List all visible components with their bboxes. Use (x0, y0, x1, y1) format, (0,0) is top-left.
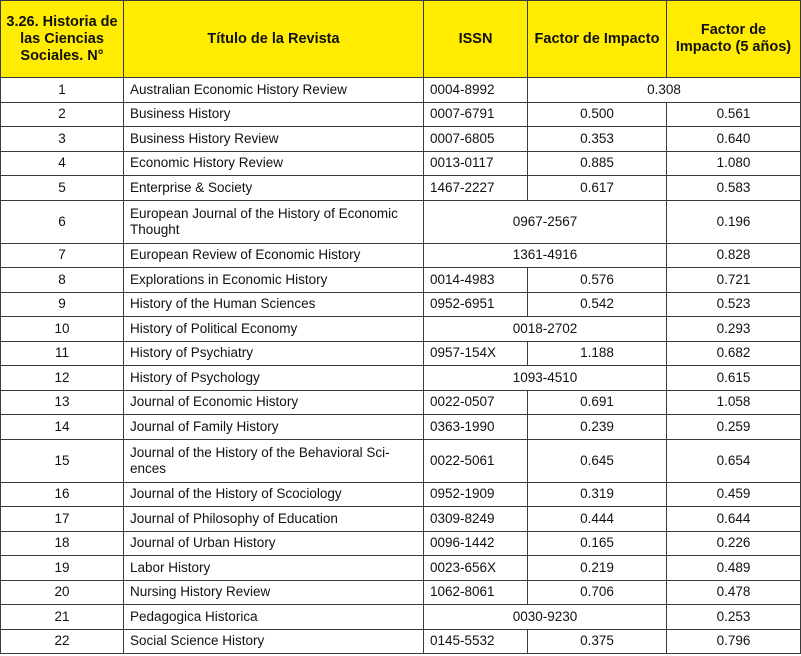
journal-title: Journal of Family History (124, 415, 424, 440)
issn-value: 0145-5532 (424, 629, 528, 654)
issn-merged: 0967-2567 (424, 200, 667, 243)
row-number: 10 (1, 317, 124, 342)
impact-factor-5y: 0.259 (667, 415, 801, 440)
impact-factor: 0.319 (528, 482, 667, 507)
row-number: 6 (1, 200, 124, 243)
journal-title: Enterprise & Society (124, 176, 424, 201)
row-number: 3 (1, 127, 124, 152)
impact-factor: 0.576 (528, 268, 667, 293)
row-number: 13 (1, 390, 124, 415)
issn-merged: 1361-4916 (424, 243, 667, 268)
issn-value: 0952-6951 (424, 292, 528, 317)
table-row (1, 268, 801, 293)
row-number: 19 (1, 556, 124, 581)
issn-value: 0014-4983 (424, 268, 528, 293)
impact-factor-5y: 0.721 (667, 268, 801, 293)
impact-factor-5y: 0.583 (667, 176, 801, 201)
journal-title: History of Psychiatry (124, 341, 424, 366)
table-row (1, 415, 801, 440)
impact-factor-merged: 0.308 (528, 78, 801, 103)
table-row (1, 556, 801, 581)
impact-factor: 0.375 (528, 629, 667, 654)
table-header-row (1, 1, 801, 78)
row-number: 8 (1, 268, 124, 293)
table-row (1, 176, 801, 201)
journal-title: Journal of Philosophy of Education (124, 507, 424, 532)
row-number: 12 (1, 366, 124, 391)
table-row (1, 605, 801, 630)
journal-title: Economic History Review (124, 151, 424, 176)
table-row (1, 200, 801, 243)
row-number: 2 (1, 102, 124, 127)
row-number: 18 (1, 531, 124, 556)
impact-factor-5y-header: Factor de Impacto (5 años) (667, 1, 801, 78)
issn-value: 0004-8992 (424, 78, 528, 103)
journal-title: History of Political Economy (124, 317, 424, 342)
table-row (1, 127, 801, 152)
impact-factor: 0.691 (528, 390, 667, 415)
impact-factor-5y: 0.644 (667, 507, 801, 532)
row-number: 14 (1, 415, 124, 440)
row-number: 5 (1, 176, 124, 201)
table-row (1, 390, 801, 415)
table-row (1, 102, 801, 127)
table-row (1, 151, 801, 176)
impact-factor: 0.645 (528, 439, 667, 482)
issn-value: 0957-154X (424, 341, 528, 366)
table-row (1, 531, 801, 556)
journal-title: Business History Review (124, 127, 424, 152)
journal-title: Australian Economic History Review (124, 78, 424, 103)
impact-factor: 0.444 (528, 507, 667, 532)
impact-factor-5y: 0.478 (667, 580, 801, 605)
impact-factor-5y: 0.682 (667, 341, 801, 366)
impact-factor-5y: 0.226 (667, 531, 801, 556)
impact-factor-5y: 0.796 (667, 629, 801, 654)
impact-factor: 0.885 (528, 151, 667, 176)
issn-value: 0007-6805 (424, 127, 528, 152)
impact-factor-5y: 0.293 (667, 317, 801, 342)
journal-title: Social Science History (124, 629, 424, 654)
journal-title: History of the Human Sciences (124, 292, 424, 317)
row-number: 4 (1, 151, 124, 176)
table-row (1, 243, 801, 268)
impact-factor: 0.353 (528, 127, 667, 152)
impact-factor-5y: 0.459 (667, 482, 801, 507)
journal-title: History of Psychology (124, 366, 424, 391)
impact-factor: 1.188 (528, 341, 667, 366)
row-number: 20 (1, 580, 124, 605)
impact-factor-5y: 0.828 (667, 243, 801, 268)
journal-title: Explorations in Economic History (124, 268, 424, 293)
table-row (1, 580, 801, 605)
issn-value: 0952-1909 (424, 482, 528, 507)
row-number: 17 (1, 507, 124, 532)
table-row (1, 482, 801, 507)
impact-factor-5y: 1.080 (667, 151, 801, 176)
journal-title: Business History (124, 102, 424, 127)
row-number: 11 (1, 341, 124, 366)
row-number: 15 (1, 439, 124, 482)
row-number: 22 (1, 629, 124, 654)
row-number: 9 (1, 292, 124, 317)
table-row (1, 78, 801, 103)
impact-factor-5y: 0.640 (667, 127, 801, 152)
journal-title: Journal of the History of Scociology (124, 482, 424, 507)
impact-factor-5y: 0.253 (667, 605, 801, 630)
issn-merged: 1093-4510 (424, 366, 667, 391)
journal-title: Labor History (124, 556, 424, 581)
journal-title: Journal of Economic History (124, 390, 424, 415)
impact-factor: 0.542 (528, 292, 667, 317)
table-row (1, 629, 801, 654)
impact-factor-5y: 0.196 (667, 200, 801, 243)
table-row (1, 341, 801, 366)
issn-header: ISSN (424, 1, 528, 78)
journal-title-header: Título de la Revista (124, 1, 424, 78)
impact-factor-5y: 0.615 (667, 366, 801, 391)
row-number: 16 (1, 482, 124, 507)
journal-title: Nursing History Review (124, 580, 424, 605)
issn-value: 1062-8061 (424, 580, 528, 605)
issn-value: 0363-1990 (424, 415, 528, 440)
row-number: 1 (1, 78, 124, 103)
table-row (1, 317, 801, 342)
row-number: 7 (1, 243, 124, 268)
impact-factor-header: Factor de Impacto (528, 1, 667, 78)
table-row (1, 439, 801, 482)
table-row (1, 366, 801, 391)
issn-merged: 0018-2702 (424, 317, 667, 342)
row-number: 21 (1, 605, 124, 630)
impact-factor-5y: 0.523 (667, 292, 801, 317)
issn-value: 0023-656X (424, 556, 528, 581)
journal-title: Pedagogica Historica (124, 605, 424, 630)
impact-factor: 0.239 (528, 415, 667, 440)
issn-value: 0096-1442 (424, 531, 528, 556)
impact-factor: 0.165 (528, 531, 667, 556)
issn-merged: 0030-9230 (424, 605, 667, 630)
impact-factor-5y: 0.489 (667, 556, 801, 581)
impact-factor: 0.617 (528, 176, 667, 201)
table-row (1, 292, 801, 317)
table-row (1, 507, 801, 532)
impact-factor: 0.219 (528, 556, 667, 581)
journal-title: Journal of the History of the Behavioral Sci-ences (124, 439, 424, 482)
issn-value: 1467-2227 (424, 176, 528, 201)
issn-value: 0007-6791 (424, 102, 528, 127)
impact-factor-5y: 0.561 (667, 102, 801, 127)
issn-value: 0013-0117 (424, 151, 528, 176)
impact-factor-5y: 1.058 (667, 390, 801, 415)
impact-factor: 0.706 (528, 580, 667, 605)
journal-title: European Journal of the History of Economic Thought (124, 200, 424, 243)
section-number-header: 3.26. Historia de las Ciencias Sociales. N° (1, 1, 124, 78)
journal-title: Journal of Urban History (124, 531, 424, 556)
impact-factor-5y: 0.654 (667, 439, 801, 482)
issn-value: 0309-8249 (424, 507, 528, 532)
journal-title: European Review of Economic History (124, 243, 424, 268)
issn-value: 0022-0507 (424, 390, 528, 415)
issn-value: 0022-5061 (424, 439, 528, 482)
impact-factor: 0.500 (528, 102, 667, 127)
